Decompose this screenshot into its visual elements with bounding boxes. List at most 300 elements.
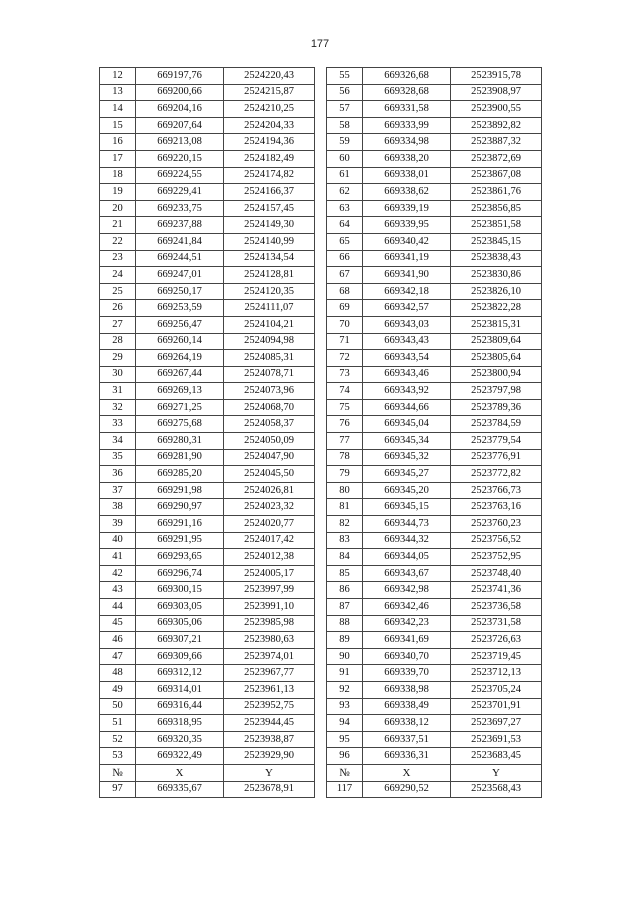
right-y-coordinate-cell: 2523726,63	[451, 632, 542, 649]
left-x-coordinate-cell: 669293,65	[136, 549, 224, 566]
table-row	[100, 781, 542, 798]
column-gap	[315, 499, 327, 516]
left-x-coordinate-cell: 669213,08	[136, 134, 224, 151]
left-y-coordinate-cell: 2524104,21	[224, 316, 315, 333]
right-x-coordinate-cell: 669345,32	[363, 449, 451, 466]
column-gap	[315, 399, 327, 416]
right-point-number-cell: 67	[327, 267, 363, 284]
right-y-coordinate-cell: 2523815,31	[451, 316, 542, 333]
right-x-coordinate-cell: 669340,70	[363, 648, 451, 665]
left-x-coordinate-cell: 669267,44	[136, 366, 224, 383]
left-x-column-header: X	[136, 764, 224, 781]
left-point-number-cell: 41	[100, 549, 136, 566]
table-row	[100, 84, 542, 101]
left-x-coordinate-cell: 669264,19	[136, 350, 224, 367]
table-row	[100, 665, 542, 682]
left-point-number-cell: 32	[100, 399, 136, 416]
right-point-number-cell: 93	[327, 698, 363, 715]
right-y-coordinate-cell: 2523760,23	[451, 516, 542, 533]
right-x-coordinate-cell: 669341,19	[363, 250, 451, 267]
right-y-coordinate-cell: 2523822,28	[451, 300, 542, 317]
right-x-coordinate-cell: 669338,49	[363, 698, 451, 715]
coordinates-table-body	[100, 68, 542, 798]
right-x-coordinate-cell: 669344,73	[363, 516, 451, 533]
right-point-number-cell: 60	[327, 150, 363, 167]
right-y-coordinate-cell: 2523766,73	[451, 482, 542, 499]
left-x-coordinate-cell: 669316,44	[136, 698, 224, 715]
left-y-coordinate-cell: 2523974,01	[224, 648, 315, 665]
right-point-number-cell: 69	[327, 300, 363, 317]
right-point-number-cell: 71	[327, 333, 363, 350]
table-row	[100, 399, 542, 416]
left-y-coordinate-cell: 2523991,10	[224, 599, 315, 616]
right-x-coordinate-cell: 669338,01	[363, 167, 451, 184]
right-x-coordinate-cell: 669290,52	[363, 781, 451, 798]
table-row	[100, 68, 542, 85]
column-gap	[315, 383, 327, 400]
right-y-coordinate-cell: 2523705,24	[451, 681, 542, 698]
right-y-coordinate-cell: 2523892,82	[451, 117, 542, 134]
right-point-number-cell: 82	[327, 516, 363, 533]
right-y-coordinate-cell: 2523697,27	[451, 715, 542, 732]
left-point-number-cell: 30	[100, 366, 136, 383]
right-y-coordinate-cell: 2523772,82	[451, 466, 542, 483]
right-point-number-cell: 68	[327, 283, 363, 300]
table-row	[100, 350, 542, 367]
right-x-coordinate-cell: 669342,23	[363, 615, 451, 632]
left-x-coordinate-cell: 669271,25	[136, 399, 224, 416]
left-x-coordinate-cell: 669250,17	[136, 283, 224, 300]
table-row	[100, 383, 542, 400]
table-row	[100, 283, 542, 300]
table-row	[100, 267, 542, 284]
table-row	[100, 482, 542, 499]
left-point-number-cell: 23	[100, 250, 136, 267]
right-x-column-header: X	[363, 764, 451, 781]
left-x-coordinate-cell: 669197,76	[136, 68, 224, 85]
table-row	[100, 217, 542, 234]
left-point-number-cell: 46	[100, 632, 136, 649]
left-y-coordinate-cell: 2524068,70	[224, 399, 315, 416]
left-x-coordinate-cell: 669224,55	[136, 167, 224, 184]
table-row	[100, 615, 542, 632]
table-row	[100, 134, 542, 151]
left-y-coordinate-cell: 2524012,38	[224, 549, 315, 566]
left-point-number-cell: 40	[100, 532, 136, 549]
left-y-coordinate-cell: 2524174,82	[224, 167, 315, 184]
right-y-column-header: Y	[451, 764, 542, 781]
column-gap	[315, 416, 327, 433]
table-row	[100, 167, 542, 184]
right-x-coordinate-cell: 669336,31	[363, 748, 451, 765]
left-point-number-cell: 47	[100, 648, 136, 665]
left-number-column-header: №	[100, 764, 136, 781]
left-point-number-cell: 49	[100, 681, 136, 698]
table-header-row	[100, 764, 542, 781]
right-x-coordinate-cell: 669337,51	[363, 731, 451, 748]
left-x-coordinate-cell: 669241,84	[136, 233, 224, 250]
right-x-coordinate-cell: 669339,95	[363, 217, 451, 234]
left-point-number-cell: 29	[100, 350, 136, 367]
left-y-coordinate-cell: 2524045,50	[224, 466, 315, 483]
left-y-coordinate-cell: 2524073,96	[224, 383, 315, 400]
left-y-coordinate-cell: 2524017,42	[224, 532, 315, 549]
left-x-coordinate-cell: 669305,06	[136, 615, 224, 632]
left-point-number-cell: 14	[100, 101, 136, 118]
left-x-coordinate-cell: 669220,15	[136, 150, 224, 167]
column-gap	[315, 184, 327, 201]
left-y-coordinate-cell: 2524111,07	[224, 300, 315, 317]
left-y-coordinate-cell: 2524050,09	[224, 433, 315, 450]
left-y-coordinate-cell: 2523678,91	[224, 781, 315, 798]
left-y-coordinate-cell: 2524157,45	[224, 200, 315, 217]
column-gap	[315, 333, 327, 350]
right-point-number-cell: 70	[327, 316, 363, 333]
table-row	[100, 117, 542, 134]
left-x-coordinate-cell: 669256,47	[136, 316, 224, 333]
right-point-number-cell: 91	[327, 665, 363, 682]
right-x-coordinate-cell: 669344,32	[363, 532, 451, 549]
column-gap	[315, 84, 327, 101]
column-gap	[315, 781, 327, 798]
column-gap	[315, 549, 327, 566]
right-y-coordinate-cell: 2523838,43	[451, 250, 542, 267]
left-point-number-cell: 36	[100, 466, 136, 483]
right-point-number-cell: 79	[327, 466, 363, 483]
right-number-column-header: №	[327, 764, 363, 781]
right-point-number-cell: 74	[327, 383, 363, 400]
right-y-coordinate-cell: 2523731,58	[451, 615, 542, 632]
left-point-number-cell: 37	[100, 482, 136, 499]
left-x-coordinate-cell: 669247,01	[136, 267, 224, 284]
right-point-number-cell: 90	[327, 648, 363, 665]
right-x-coordinate-cell: 669343,67	[363, 565, 451, 582]
left-y-coordinate-cell: 2523985,98	[224, 615, 315, 632]
right-y-coordinate-cell: 2523756,52	[451, 532, 542, 549]
left-point-number-cell: 20	[100, 200, 136, 217]
left-y-coordinate-cell: 2524085,31	[224, 350, 315, 367]
column-gap	[315, 117, 327, 134]
left-point-number-cell: 42	[100, 565, 136, 582]
column-gap	[315, 516, 327, 533]
table-row	[100, 433, 542, 450]
right-y-coordinate-cell: 2523887,32	[451, 134, 542, 151]
left-x-coordinate-cell: 669280,31	[136, 433, 224, 450]
column-gap	[315, 698, 327, 715]
left-x-coordinate-cell: 669291,95	[136, 532, 224, 549]
right-y-coordinate-cell: 2523900,55	[451, 101, 542, 118]
left-y-coordinate-cell: 2524215,87	[224, 84, 315, 101]
left-point-number-cell: 97	[100, 781, 136, 798]
left-x-coordinate-cell: 669296,74	[136, 565, 224, 582]
left-x-coordinate-cell: 669204,16	[136, 101, 224, 118]
right-point-number-cell: 86	[327, 582, 363, 599]
left-point-number-cell: 17	[100, 150, 136, 167]
right-point-number-cell: 85	[327, 565, 363, 582]
right-y-coordinate-cell: 2523789,36	[451, 399, 542, 416]
table-row	[100, 698, 542, 715]
right-point-number-cell: 92	[327, 681, 363, 698]
right-y-coordinate-cell: 2523800,94	[451, 366, 542, 383]
column-gap	[315, 267, 327, 284]
right-x-coordinate-cell: 669338,98	[363, 681, 451, 698]
right-x-coordinate-cell: 669345,27	[363, 466, 451, 483]
right-point-number-cell: 77	[327, 433, 363, 450]
right-y-coordinate-cell: 2523908,97	[451, 84, 542, 101]
right-x-coordinate-cell: 669326,68	[363, 68, 451, 85]
right-y-coordinate-cell: 2523776,91	[451, 449, 542, 466]
right-point-number-cell: 64	[327, 217, 363, 234]
right-x-coordinate-cell: 669340,42	[363, 233, 451, 250]
left-point-number-cell: 27	[100, 316, 136, 333]
right-point-number-cell: 75	[327, 399, 363, 416]
right-point-number-cell: 87	[327, 599, 363, 616]
table-row	[100, 150, 542, 167]
left-y-coordinate-cell: 2523952,75	[224, 698, 315, 715]
right-y-coordinate-cell: 2523719,45	[451, 648, 542, 665]
right-y-coordinate-cell: 2523805,64	[451, 350, 542, 367]
column-gap	[315, 101, 327, 118]
right-y-coordinate-cell: 2523763,16	[451, 499, 542, 516]
right-point-number-cell: 56	[327, 84, 363, 101]
right-x-coordinate-cell: 669345,04	[363, 416, 451, 433]
right-point-number-cell: 57	[327, 101, 363, 118]
left-point-number-cell: 48	[100, 665, 136, 682]
table-row	[100, 715, 542, 732]
left-point-number-cell: 21	[100, 217, 136, 234]
right-x-coordinate-cell: 669334,98	[363, 134, 451, 151]
column-gap	[315, 764, 327, 781]
left-y-coordinate-cell: 2524128,81	[224, 267, 315, 284]
table-row	[100, 582, 542, 599]
left-point-number-cell: 52	[100, 731, 136, 748]
right-y-coordinate-cell: 2523809,64	[451, 333, 542, 350]
column-gap	[315, 366, 327, 383]
left-y-coordinate-cell: 2523997,99	[224, 582, 315, 599]
left-x-coordinate-cell: 669229,41	[136, 184, 224, 201]
right-y-coordinate-cell: 2523826,10	[451, 283, 542, 300]
left-point-number-cell: 12	[100, 68, 136, 85]
table-row	[100, 549, 542, 566]
right-x-coordinate-cell: 669333,99	[363, 117, 451, 134]
left-y-coordinate-cell: 2524094,98	[224, 333, 315, 350]
left-y-coordinate-cell: 2524020,77	[224, 516, 315, 533]
left-point-number-cell: 25	[100, 283, 136, 300]
left-x-coordinate-cell: 669320,35	[136, 731, 224, 748]
left-y-coordinate-cell: 2524134,54	[224, 250, 315, 267]
left-x-coordinate-cell: 669207,64	[136, 117, 224, 134]
right-point-number-cell: 96	[327, 748, 363, 765]
column-gap	[315, 250, 327, 267]
right-x-coordinate-cell: 669344,05	[363, 549, 451, 566]
table-row	[100, 449, 542, 466]
right-point-number-cell: 94	[327, 715, 363, 732]
right-point-number-cell: 66	[327, 250, 363, 267]
table-row	[100, 632, 542, 649]
right-point-number-cell: 117	[327, 781, 363, 798]
right-x-coordinate-cell: 669345,34	[363, 433, 451, 450]
left-y-coordinate-cell: 2524023,32	[224, 499, 315, 516]
column-gap	[315, 167, 327, 184]
table-row	[100, 333, 542, 350]
right-x-coordinate-cell: 669331,58	[363, 101, 451, 118]
right-y-coordinate-cell: 2523784,59	[451, 416, 542, 433]
right-y-coordinate-cell: 2523845,15	[451, 233, 542, 250]
left-point-number-cell: 50	[100, 698, 136, 715]
left-point-number-cell: 15	[100, 117, 136, 134]
table-row	[100, 516, 542, 533]
left-x-coordinate-cell: 669314,01	[136, 681, 224, 698]
right-point-number-cell: 58	[327, 117, 363, 134]
left-point-number-cell: 45	[100, 615, 136, 632]
column-gap	[315, 233, 327, 250]
left-x-coordinate-cell: 669200,66	[136, 84, 224, 101]
right-point-number-cell: 83	[327, 532, 363, 549]
right-x-coordinate-cell: 669328,68	[363, 84, 451, 101]
left-point-number-cell: 28	[100, 333, 136, 350]
right-x-coordinate-cell: 669341,69	[363, 632, 451, 649]
left-y-coordinate-cell: 2524194,36	[224, 134, 315, 151]
table-row	[100, 499, 542, 516]
right-point-number-cell: 65	[327, 233, 363, 250]
left-x-coordinate-cell: 669300,15	[136, 582, 224, 599]
right-y-coordinate-cell: 2523915,78	[451, 68, 542, 85]
right-y-coordinate-cell: 2523736,58	[451, 599, 542, 616]
column-gap	[315, 599, 327, 616]
right-point-number-cell: 63	[327, 200, 363, 217]
left-x-coordinate-cell: 669309,66	[136, 648, 224, 665]
table-row	[100, 565, 542, 582]
column-gap	[315, 731, 327, 748]
right-point-number-cell: 78	[327, 449, 363, 466]
column-gap	[315, 632, 327, 649]
left-x-coordinate-cell: 669307,21	[136, 632, 224, 649]
column-gap	[315, 665, 327, 682]
column-gap	[315, 615, 327, 632]
right-x-coordinate-cell: 669345,20	[363, 482, 451, 499]
left-y-coordinate-cell: 2524204,33	[224, 117, 315, 134]
table-row	[100, 416, 542, 433]
right-point-number-cell: 80	[327, 482, 363, 499]
right-point-number-cell: 72	[327, 350, 363, 367]
table-row	[100, 250, 542, 267]
right-x-coordinate-cell: 669343,46	[363, 366, 451, 383]
right-y-coordinate-cell: 2523568,43	[451, 781, 542, 798]
left-y-coordinate-cell: 2524210,25	[224, 101, 315, 118]
left-x-coordinate-cell: 669275,68	[136, 416, 224, 433]
left-point-number-cell: 51	[100, 715, 136, 732]
right-x-coordinate-cell: 669343,92	[363, 383, 451, 400]
column-gap	[315, 217, 327, 234]
column-gap	[315, 300, 327, 317]
column-gap	[315, 433, 327, 450]
left-y-coordinate-cell: 2524047,90	[224, 449, 315, 466]
right-point-number-cell: 89	[327, 632, 363, 649]
column-gap	[315, 283, 327, 300]
right-point-number-cell: 73	[327, 366, 363, 383]
right-y-coordinate-cell: 2523830,86	[451, 267, 542, 284]
right-point-number-cell: 59	[327, 134, 363, 151]
right-point-number-cell: 55	[327, 68, 363, 85]
left-point-number-cell: 43	[100, 582, 136, 599]
left-y-coordinate-cell: 2524140,99	[224, 233, 315, 250]
left-y-coordinate-cell: 2524120,35	[224, 283, 315, 300]
page-number: 177	[310, 38, 330, 50]
left-y-coordinate-cell: 2523980,63	[224, 632, 315, 649]
left-point-number-cell: 22	[100, 233, 136, 250]
left-y-coordinate-cell: 2524058,37	[224, 416, 315, 433]
right-point-number-cell: 61	[327, 167, 363, 184]
left-x-coordinate-cell: 669290,97	[136, 499, 224, 516]
left-y-column-header: Y	[224, 764, 315, 781]
column-gap	[315, 68, 327, 85]
left-point-number-cell: 24	[100, 267, 136, 284]
right-y-coordinate-cell: 2523741,36	[451, 582, 542, 599]
right-x-coordinate-cell: 669343,54	[363, 350, 451, 367]
right-y-coordinate-cell: 2523867,08	[451, 167, 542, 184]
right-point-number-cell: 95	[327, 731, 363, 748]
column-gap	[315, 715, 327, 732]
left-point-number-cell: 19	[100, 184, 136, 201]
left-point-number-cell: 53	[100, 748, 136, 765]
right-y-coordinate-cell: 2523861,76	[451, 184, 542, 201]
left-point-number-cell: 39	[100, 516, 136, 533]
left-point-number-cell: 16	[100, 134, 136, 151]
left-x-coordinate-cell: 669253,59	[136, 300, 224, 317]
table-row	[100, 316, 542, 333]
right-point-number-cell: 84	[327, 549, 363, 566]
right-y-coordinate-cell: 2523748,40	[451, 565, 542, 582]
column-gap	[315, 316, 327, 333]
right-y-coordinate-cell: 2523683,45	[451, 748, 542, 765]
left-point-number-cell: 18	[100, 167, 136, 184]
left-y-coordinate-cell: 2523929,90	[224, 748, 315, 765]
table-row	[100, 466, 542, 483]
table-row	[100, 681, 542, 698]
left-point-number-cell: 34	[100, 433, 136, 450]
right-y-coordinate-cell: 2523851,58	[451, 217, 542, 234]
left-y-coordinate-cell: 2523967,77	[224, 665, 315, 682]
left-y-coordinate-cell: 2523961,13	[224, 681, 315, 698]
right-x-coordinate-cell: 669339,19	[363, 200, 451, 217]
column-gap	[315, 582, 327, 599]
right-x-coordinate-cell: 669339,70	[363, 665, 451, 682]
left-x-coordinate-cell: 669281,90	[136, 449, 224, 466]
left-point-number-cell: 33	[100, 416, 136, 433]
column-gap	[315, 350, 327, 367]
right-x-coordinate-cell: 669342,98	[363, 582, 451, 599]
table-row	[100, 366, 542, 383]
left-x-coordinate-cell: 669291,98	[136, 482, 224, 499]
right-y-coordinate-cell: 2523752,95	[451, 549, 542, 566]
right-y-coordinate-cell: 2523779,54	[451, 433, 542, 450]
left-y-coordinate-cell: 2523944,45	[224, 715, 315, 732]
left-y-coordinate-cell: 2524149,30	[224, 217, 315, 234]
table-row	[100, 233, 542, 250]
table-row	[100, 731, 542, 748]
left-x-coordinate-cell: 669322,49	[136, 748, 224, 765]
right-x-coordinate-cell: 669343,03	[363, 316, 451, 333]
right-x-coordinate-cell: 669343,43	[363, 333, 451, 350]
left-y-coordinate-cell: 2524026,81	[224, 482, 315, 499]
table-row	[100, 200, 542, 217]
left-x-coordinate-cell: 669303,05	[136, 599, 224, 616]
column-gap	[315, 449, 327, 466]
left-x-coordinate-cell: 669285,20	[136, 466, 224, 483]
left-point-number-cell: 38	[100, 499, 136, 516]
left-x-coordinate-cell: 669260,14	[136, 333, 224, 350]
left-y-coordinate-cell: 2524220,43	[224, 68, 315, 85]
